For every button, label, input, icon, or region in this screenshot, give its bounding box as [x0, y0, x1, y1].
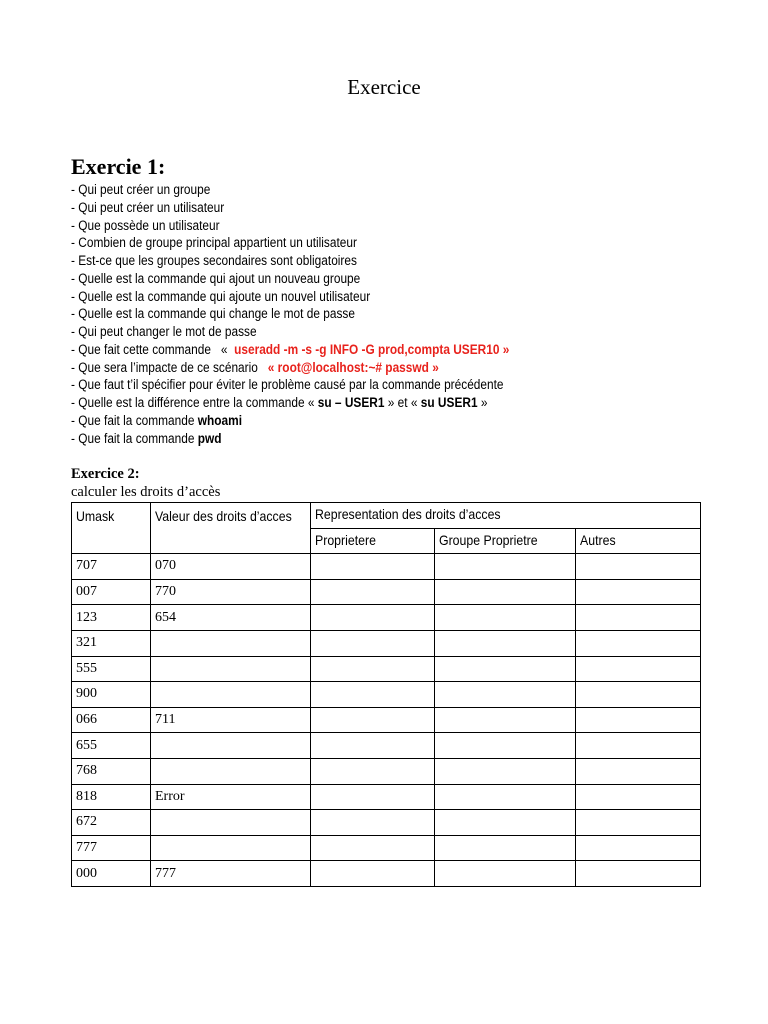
question-13-suffix: »: [477, 395, 488, 410]
cell-valeur: [151, 810, 311, 836]
cell-groupe: [435, 579, 576, 605]
su-command: su USER1: [420, 395, 478, 410]
cell-groupe: [435, 861, 576, 887]
cell-groupe: [435, 682, 576, 708]
cell-umask: 777: [72, 835, 151, 861]
question-13-prefix: - Quelle est la différence entre la commande «: [71, 395, 318, 410]
cell-proprietere: [311, 579, 435, 605]
header-proprietere: Proprietere: [311, 528, 435, 554]
cell-autres: [576, 656, 701, 682]
header-groupe: Groupe Proprietre: [435, 528, 576, 554]
table-row: [72, 784, 701, 810]
cell-proprietere: [311, 784, 435, 810]
cell-valeur: [151, 835, 311, 861]
useradd-command: useradd -m -s -g INFO -G prod,compta USER10 »: [234, 341, 510, 357]
table-row: [72, 579, 701, 605]
table-row: [72, 861, 701, 887]
cell-proprietere: [311, 733, 435, 759]
table-row: [72, 605, 701, 631]
question-4: - Combien de groupe principal appartient un utilisateur: [71, 235, 357, 251]
passwd-scenario: « root@localhost:~# passwd »: [267, 359, 439, 375]
header-umask: Umask: [72, 503, 151, 554]
cell-valeur: [151, 682, 311, 708]
cell-proprietere: [311, 707, 435, 733]
table-row: [72, 835, 701, 861]
table-row: [72, 682, 701, 708]
header-valeur: Valeur des droits d’acces: [151, 503, 311, 554]
cell-groupe: [435, 656, 576, 682]
question-2: - Qui peut créer un utilisateur: [71, 199, 225, 215]
cell-valeur: [151, 733, 311, 759]
table-row: [72, 630, 701, 656]
cell-proprietere: [311, 758, 435, 784]
question-9: - Qui peut changer le mot de passe: [71, 324, 257, 339]
question-10-prefix: - Que fait cette commande «: [71, 341, 235, 357]
cell-groupe: [435, 758, 576, 784]
cell-umask: 007: [72, 579, 151, 605]
question-1: - Qui peut créer un groupe: [71, 182, 211, 197]
cell-groupe: [435, 733, 576, 759]
cell-umask: 900: [72, 682, 151, 708]
cell-umask: 321: [72, 630, 151, 656]
question-15: [71, 430, 509, 448]
pwd-command: pwd: [197, 430, 222, 446]
cell-proprietere: [311, 630, 435, 656]
rights-table: [71, 502, 701, 887]
table-row: [72, 656, 701, 682]
cell-umask: 768: [72, 758, 151, 784]
su-dash-command: su – USER1: [317, 395, 385, 410]
cell-groupe: [435, 707, 576, 733]
header-autres: Autres: [576, 528, 701, 554]
cell-proprietere: [311, 656, 435, 682]
cell-autres: [576, 605, 701, 631]
question-12: - Que faut t’il spécifier pour éviter le problème causé par la commande précédente: [71, 377, 504, 393]
header-representation: Representation des droits d’acces: [311, 503, 701, 529]
question-13-middle: » et «: [384, 395, 421, 410]
cell-valeur: [151, 758, 311, 784]
cell-groupe: [435, 554, 576, 580]
question-7: - Quelle est la commande qui ajoute un nouvel utilisateur: [71, 288, 371, 304]
cell-valeur: 777: [151, 861, 311, 887]
cell-autres: [576, 758, 701, 784]
exercise2-subtitle: calculer les droits d’accès: [71, 484, 221, 500]
cell-proprietere: [311, 682, 435, 708]
cell-autres: [576, 682, 701, 708]
whoami-command: whoami: [197, 412, 243, 428]
cell-autres: [576, 733, 701, 759]
question-5: - Est-ce que les groupes secondaires sont obligatoires: [71, 253, 357, 268]
cell-autres: [576, 835, 701, 861]
cell-groupe: [435, 630, 576, 656]
question-11-prefix: - Que sera l’impacte de ce scénario: [71, 359, 268, 375]
table-row: [72, 733, 701, 759]
cell-autres: [576, 579, 701, 605]
cell-umask: 818: [72, 784, 151, 810]
cell-proprietere: [311, 605, 435, 631]
table-row: [72, 554, 701, 580]
cell-autres: [576, 810, 701, 836]
question-14-prefix: - Que fait la commande: [71, 412, 198, 428]
question-11: [71, 359, 509, 377]
question-6: - Quelle est la commande qui ajout un nouveau groupe: [71, 270, 361, 286]
table-row: [72, 758, 701, 784]
table-row: [72, 810, 701, 836]
cell-valeur: [151, 630, 311, 656]
cell-groupe: [435, 810, 576, 836]
cell-umask: 655: [72, 733, 151, 759]
question-13: [71, 394, 509, 412]
exercise1-questions: [71, 181, 569, 447]
cell-valeur: Error: [151, 784, 311, 810]
cell-groupe: [435, 605, 576, 631]
question-10: [71, 341, 509, 359]
cell-umask: 672: [72, 810, 151, 836]
cell-autres: [576, 707, 701, 733]
page-title: Exercice: [347, 75, 421, 99]
cell-proprietere: [311, 810, 435, 836]
cell-umask: 707: [72, 554, 151, 580]
cell-proprietere: [311, 861, 435, 887]
question-14: [71, 412, 509, 430]
question-3: - Que possède un utilisateur: [71, 217, 220, 233]
cell-autres: [576, 861, 701, 887]
cell-valeur: 770: [151, 579, 311, 605]
cell-valeur: 654: [151, 605, 311, 631]
cell-groupe: [435, 784, 576, 810]
table-header-row: [72, 503, 701, 529]
cell-valeur: 070: [151, 554, 311, 580]
cell-proprietere: [311, 554, 435, 580]
rights-table-body: [72, 503, 701, 887]
cell-umask: 123: [72, 605, 151, 631]
cell-groupe: [435, 835, 576, 861]
exercise1-heading: Exercie 1:: [71, 154, 166, 179]
table-row: [72, 707, 701, 733]
question-15-prefix: - Que fait la commande: [71, 430, 198, 446]
cell-umask: 000: [72, 861, 151, 887]
cell-umask: 066: [72, 707, 151, 733]
cell-autres: [576, 784, 701, 810]
cell-valeur: [151, 656, 311, 682]
cell-autres: [576, 554, 701, 580]
cell-umask: 555: [72, 656, 151, 682]
cell-proprietere: [311, 835, 435, 861]
cell-valeur: 711: [151, 707, 311, 733]
cell-autres: [576, 630, 701, 656]
question-8: - Quelle est la commande qui change le mot de passe: [71, 306, 355, 322]
exercise2-heading: Exercice 2:: [71, 466, 140, 482]
